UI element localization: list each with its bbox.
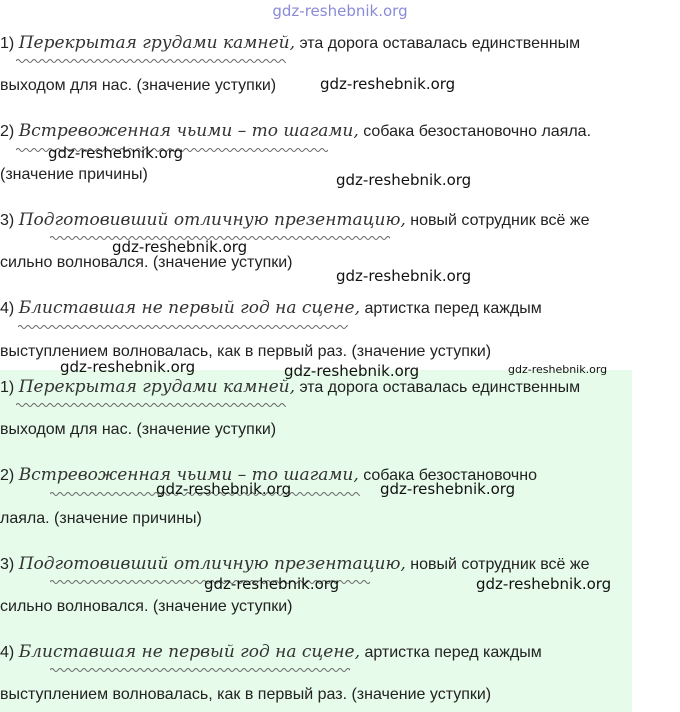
sentence-2-line-2: (значение причины) <box>0 166 148 183</box>
item-number: 3) <box>0 212 15 229</box>
item-number: 4) <box>0 300 15 317</box>
participial-phrase: Подготовивший отличную презентацию, <box>18 210 406 230</box>
sentence-text: артистка перед каждым <box>360 300 542 317</box>
sentence-text: эта дорога оставалась единственным <box>295 379 581 396</box>
item-number: 2) <box>0 467 15 484</box>
site-header: gdz-reshebnik.org <box>272 2 408 20</box>
participial-phrase: Встревоженная чьими – то шагами, <box>18 465 359 485</box>
sentence-4-line-2: выступлением волновалась, как в первый раз. (значение уступки) <box>0 343 492 360</box>
sentence-text: новый сотрудник всё же <box>405 212 590 229</box>
item-number: 2) <box>0 123 15 140</box>
watermark: gdz-reshebnik.org <box>284 362 420 380</box>
sentence-3-line-1 <box>0 210 589 230</box>
sentence-2-line-1 <box>0 121 591 141</box>
watermark: gdz-reshebnik.org <box>112 238 248 256</box>
sentence-4-line-1 <box>0 298 542 318</box>
watermark: gdz-reshebnik.org <box>60 358 196 376</box>
answer-3-line-1 <box>0 554 589 574</box>
watermark: gdz-reshebnik.org <box>336 267 472 285</box>
watermark: gdz-reshebnik.org <box>476 575 612 593</box>
sentence-1-line-2: выходом для нас. (значение уступки) <box>0 77 277 94</box>
participial-phrase: Блиставшая не первый год на сцене, <box>18 642 361 662</box>
wavy-underline <box>16 402 286 408</box>
item-number: 4) <box>0 644 15 661</box>
answer-1-line-1 <box>0 377 580 397</box>
watermark: gdz-reshebnik.org <box>156 480 292 498</box>
answer-4-line-2: выступлением волновалась, как в первый раз. (значение уступки) <box>0 686 492 703</box>
participial-phrase: Блиставшая не первый год на сцене, <box>18 298 361 318</box>
participial-phrase: Перекрытая грудами камней, <box>18 377 295 397</box>
answer-4-line-1 <box>0 642 542 662</box>
wavy-underline <box>18 324 348 330</box>
answer-3-line-2: сильно волновался. (значение уступки) <box>0 598 293 615</box>
participial-phrase: Перекрытая грудами камней, <box>18 33 295 53</box>
watermark: gdz-reshebnik.org <box>204 575 340 593</box>
sentence-text: собака безостановочно лаяла. <box>358 123 592 140</box>
item-number: 1) <box>0 379 15 396</box>
sentence-text: артистка перед каждым <box>360 644 542 661</box>
sentence-3-line-2: сильно волновался. (значение уступки) <box>0 254 293 271</box>
sentence-text: эта дорога оставалась единственным <box>295 35 581 52</box>
watermark: gdz-reshebnik.org <box>380 480 516 498</box>
sentence-text: новый сотрудник всё же <box>405 556 590 573</box>
watermark: gdz-reshebnik.org <box>336 171 472 189</box>
answer-2-line-2: лаяла. (значение причины) <box>0 510 202 527</box>
watermark: gdz-reshebnik.org <box>48 144 184 162</box>
watermark: gdz-reshebnik.org <box>320 75 456 93</box>
participial-phrase: Встревоженная чьими – то шагами, <box>18 121 359 141</box>
wavy-underline <box>16 58 286 64</box>
participial-phrase: Подготовивший отличную презентацию, <box>18 554 406 574</box>
sentence-text: собака безостановочно <box>358 467 537 484</box>
answer-1-line-2: выходом для нас. (значение уступки) <box>0 421 277 438</box>
item-number: 3) <box>0 556 15 573</box>
watermark: gdz-reshebnik.org <box>508 363 608 376</box>
sentence-1-line-1 <box>0 33 580 53</box>
item-number: 1) <box>0 35 15 52</box>
wavy-underline <box>50 667 350 673</box>
